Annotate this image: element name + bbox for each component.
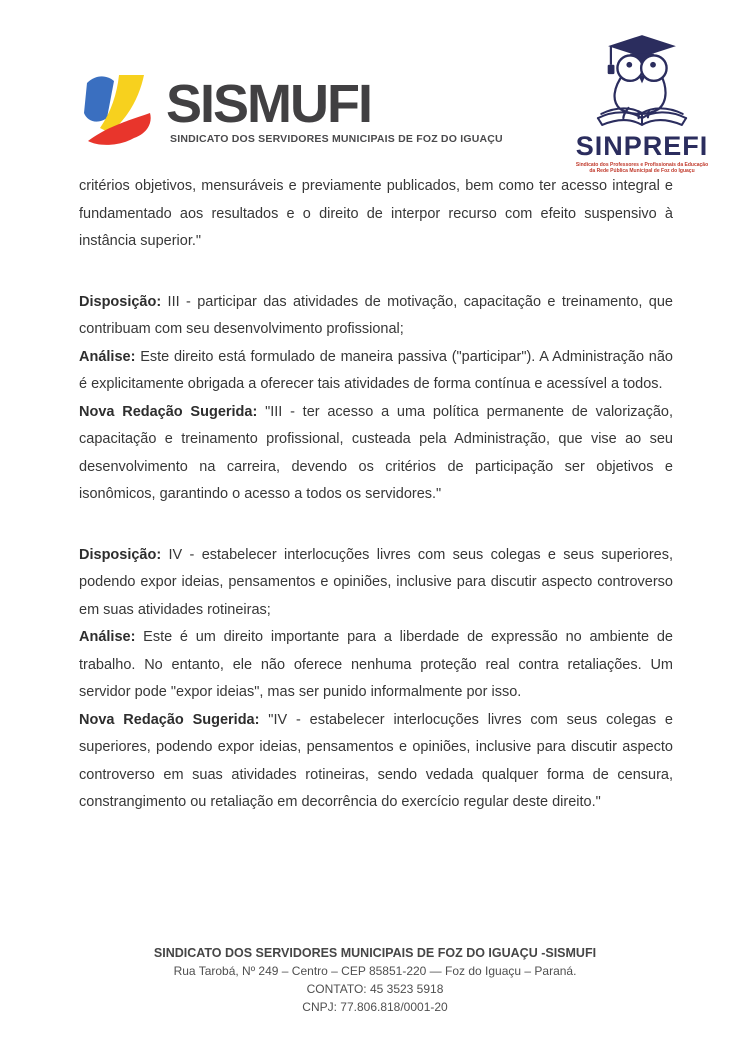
section-nova-redacao-iv — [79, 707, 673, 817]
paragraph-intro: critérios objetivos, mensuráveis e previamente publicados, bem como ter acesso integral e fundamentado aos resultados e o direito de interpor recurso com efeito suspensivo à instância superior." — [79, 178, 673, 249]
footer-address: Rua Tarobá, Nº 249 – Centro – CEP 85851-220 — Foz do Iguaçu – Paraná. — [173, 964, 577, 978]
section-nova-redacao-iii — [79, 399, 673, 509]
footer-cnpj: CNPJ: 77.806.818/0001-20 — [302, 1000, 448, 1014]
section-label: Análise: — [79, 348, 136, 365]
section-text: "IV - estabelecer interlocuções livres com seus colegas e superiores, podendo expor ideias, pensamentos e opiniões, inclusive para discutir aspecto controverso em suas atividades rotineiras, sendo vedada qualquer forma de censura, constrangimento ou retaliação em decorrência do exercício regular deste direito." — [79, 711, 673, 810]
section-analise-iv — [79, 624, 673, 707]
section-text: Este direito está formulado de maneira passiva ("participar"). A Administração não é explicitamente obrigada a oferecer tais atividades de forma contínua e acessível a todos. — [79, 348, 673, 392]
sinprefi-owl-icon — [590, 30, 694, 130]
page-header — [0, 0, 750, 175]
section-label: Nova Redação Sugerida: — [79, 711, 260, 728]
footer-contact: CONTATO: 45 3523 5918 — [306, 982, 444, 996]
page-footer — [0, 944, 750, 1016]
section-text: IV - estabelecer interlocuções livres com seus colegas e seus superiores, podendo expor ideias, pensamentos e opiniões, inclusive para discutir aspecto controverso em suas atividades rotineiras; — [79, 546, 673, 618]
section-disposicao-iii — [79, 289, 673, 344]
section-analise-iii — [79, 344, 673, 399]
sismufi-text-block — [166, 72, 503, 145]
sinprefi-wordmark: SINPREFI — [575, 131, 709, 161]
footer-union-name: SINDICATO DOS SERVIDORES MUNICIPAIS DE FOZ DO IGUAÇU -SISMUFI — [153, 946, 597, 960]
sinprefi-tagline-line2: da Rede Pública Municipal de Foz do Iguaçu — [589, 168, 695, 174]
document-body — [79, 173, 673, 817]
sismufi-flag-icon — [80, 72, 160, 154]
section-label: Análise: — [79, 629, 136, 645]
sismufi-wordmark: SISMUFI — [166, 74, 372, 134]
sinprefi-logo — [572, 30, 712, 174]
section-disposicao-iv — [79, 542, 673, 625]
sinprefi-tagline-line1: Sindicato dos Professores e Profissionais da Educação — [575, 162, 709, 168]
section-text: Este é um direito importante para a liberdade de expressão no ambiente de trabalho. No entanto, ele não oferece nenhuma proteção real contra retaliações. Um servidor pode "expor ideias", mas ser punido informalmente por isso. — [79, 629, 673, 700]
section-label: Disposição: — [79, 293, 162, 310]
section-text: "III - ter acesso a uma política permanente de valorização, capacitação e treinamento profissional, custeada pela Administração, que vise ao seu desenvolvimento na carreira, devendo os critérios de participação ser objetivos e isonômicos, garantindo o acesso a todos os servidores." — [79, 403, 674, 502]
section-label: Disposição: — [79, 546, 162, 563]
sismufi-logo — [80, 72, 503, 154]
sismufi-tagline: SINDICATO DOS SERVIDORES MUNICIPAIS DE FOZ DO IGUAÇU — [170, 133, 503, 145]
section-text: III - participar das atividades de motivação, capacitação e treinamento, que contribuam com seu desenvolvimento profissional; — [79, 293, 673, 337]
section-label: Nova Redação Sugerida: — [79, 403, 258, 420]
